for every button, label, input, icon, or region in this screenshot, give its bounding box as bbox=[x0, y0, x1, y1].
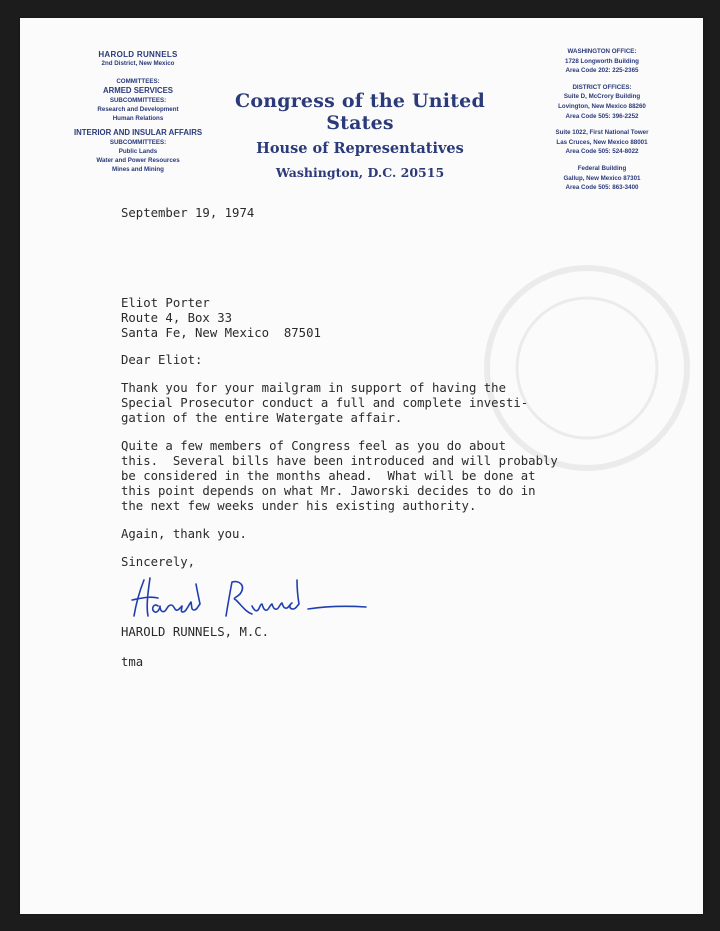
house-title: House of Representatives bbox=[256, 140, 464, 157]
subcommittee-item: Water and Power Resources bbox=[96, 157, 180, 164]
district-offices-heading: DISTRICT OFFICES: bbox=[572, 83, 632, 91]
paragraph-line: this. Several bills have been introduced and will probably bbox=[121, 454, 558, 468]
washington-office-heading: WASHINGTON OFFICE: bbox=[567, 48, 637, 55]
subcommittee-item: Mines and Mining bbox=[112, 166, 164, 173]
recipient-name: Eliot Porter bbox=[121, 296, 210, 310]
member-name: HAROLD RUNNELS bbox=[98, 50, 178, 59]
office-info bbox=[517, 47, 687, 193]
letter-body bbox=[121, 206, 681, 570]
subcommittees-heading: SUBCOMMITTEES: bbox=[109, 139, 167, 146]
office-line: Las Cruces, New Mexico 88001 bbox=[556, 138, 648, 146]
paragraph-line: the next few weeks under his existing authority. bbox=[121, 499, 477, 513]
office-line: Suite D, McCrory Building bbox=[563, 93, 641, 101]
signer-name: HAROLD RUNNELS, M.C. bbox=[121, 625, 270, 639]
office-line: 1728 Longworth Building bbox=[565, 57, 639, 65]
salutation: Dear Eliot: bbox=[121, 353, 203, 367]
subcommittees-heading: SUBCOMMITTEES: bbox=[109, 97, 167, 104]
washington-address: Washington, D.C. 20515 bbox=[275, 165, 445, 180]
paragraph-line: be considered in the months ahead. What will be done at bbox=[121, 469, 536, 483]
office-line: Area Code 505: 524-8022 bbox=[565, 148, 639, 156]
recipient-address-line: Santa Fe, New Mexico 87501 bbox=[121, 326, 321, 340]
subcommittee-item: Human Relations bbox=[112, 115, 164, 122]
committee-interior: INTERIOR AND INSULAR AFFAIRS bbox=[73, 128, 203, 137]
letter-date: September 19, 1974 bbox=[121, 206, 255, 220]
closing: Sincerely, bbox=[121, 555, 196, 569]
recipient-address-line: Route 4, Box 33 bbox=[121, 311, 233, 325]
paragraph-line: gation of the entire Watergate affair. bbox=[121, 411, 403, 425]
office-line: Suite 1022, First National Tower bbox=[555, 129, 649, 137]
committees-heading: COMMITTEES: bbox=[116, 78, 160, 85]
member-district: 2nd District, New Mexico bbox=[101, 60, 175, 67]
congress-title: Congress of the United States bbox=[235, 90, 485, 134]
letter-page bbox=[20, 18, 703, 914]
typist-initials: tma bbox=[121, 655, 144, 669]
letterhead-title bbox=[210, 90, 510, 180]
office-line: Area Code 202: 225-2365 bbox=[565, 67, 639, 75]
paragraph-line: Special Prosecutor conduct a full and complete investi- bbox=[121, 396, 529, 410]
subcommittee-item: Public Lands bbox=[118, 148, 158, 155]
committee-armed-services: ARMED SERVICES bbox=[102, 86, 174, 95]
paragraph-line: Quite a few members of Congress feel as you do about bbox=[121, 439, 506, 453]
office-line: Area Code 505: 396-2252 bbox=[565, 112, 639, 120]
paragraph-line: Thank you for your mailgram in support of having the bbox=[121, 381, 506, 395]
paragraph-line: this point depends on what Mr. Jaworski decides to do in bbox=[121, 484, 536, 498]
office-line: Federal Building bbox=[577, 164, 627, 172]
signature bbox=[128, 576, 368, 622]
office-line: Area Code 505: 863-3400 bbox=[565, 184, 639, 192]
office-line: Lovington, New Mexico 88260 bbox=[558, 102, 646, 110]
member-info bbox=[38, 50, 238, 174]
office-line: Gallup, New Mexico 87301 bbox=[563, 174, 641, 182]
subcommittee-item: Research and Development bbox=[97, 106, 179, 113]
closing-thanks: Again, thank you. bbox=[121, 527, 247, 541]
